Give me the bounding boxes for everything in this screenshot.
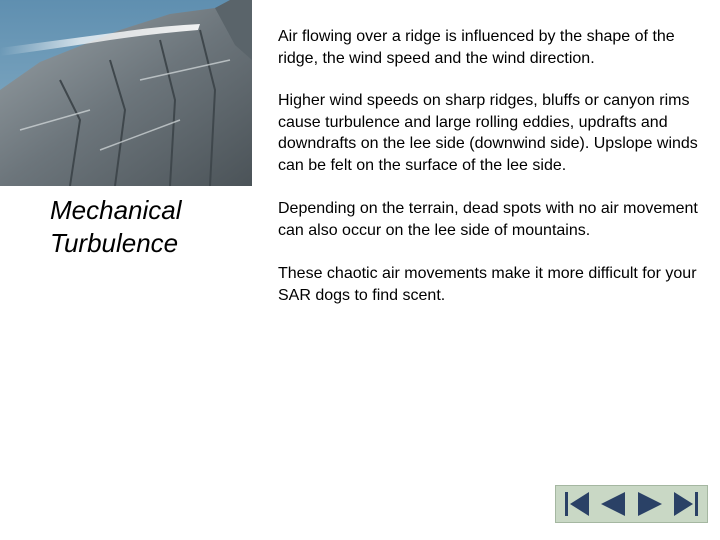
- slide-title: [50, 194, 240, 260]
- mountain-ridge-photo: [0, 0, 252, 186]
- body-text: [278, 26, 698, 306]
- slide-navigation: [555, 485, 708, 523]
- previous-slide-icon: [598, 489, 628, 519]
- next-slide-icon: [635, 489, 665, 519]
- paragraph-3: Depending on the terrain, dead spots with no air movement can also occur on the lee side of mountains.: [278, 200, 698, 239]
- next-slide-button[interactable]: [633, 488, 666, 520]
- title-line-2: Turbulence: [50, 228, 179, 258]
- first-slide-button[interactable]: [561, 488, 594, 520]
- title-line-1: Mechanical: [50, 195, 182, 225]
- paragraph-2: Higher wind speeds on sharp ridges, bluffs or canyon rims cause turbulence and large rolling eddies, updrafts and downdrafts on the lee side (downwind side). Upslope winds can be felt on the surface of the lee side.: [278, 92, 698, 174]
- paragraph-4: These chaotic air movements make it more difficult for your SAR dogs to find scent.: [278, 265, 697, 304]
- previous-slide-button[interactable]: [597, 488, 630, 520]
- last-slide-button[interactable]: [669, 488, 702, 520]
- last-slide-icon: [671, 489, 701, 519]
- paragraph-1: Air flowing over a ridge is influenced by the shape of the ridge, the wind speed and the wind direction.: [278, 28, 675, 67]
- first-slide-icon: [562, 489, 592, 519]
